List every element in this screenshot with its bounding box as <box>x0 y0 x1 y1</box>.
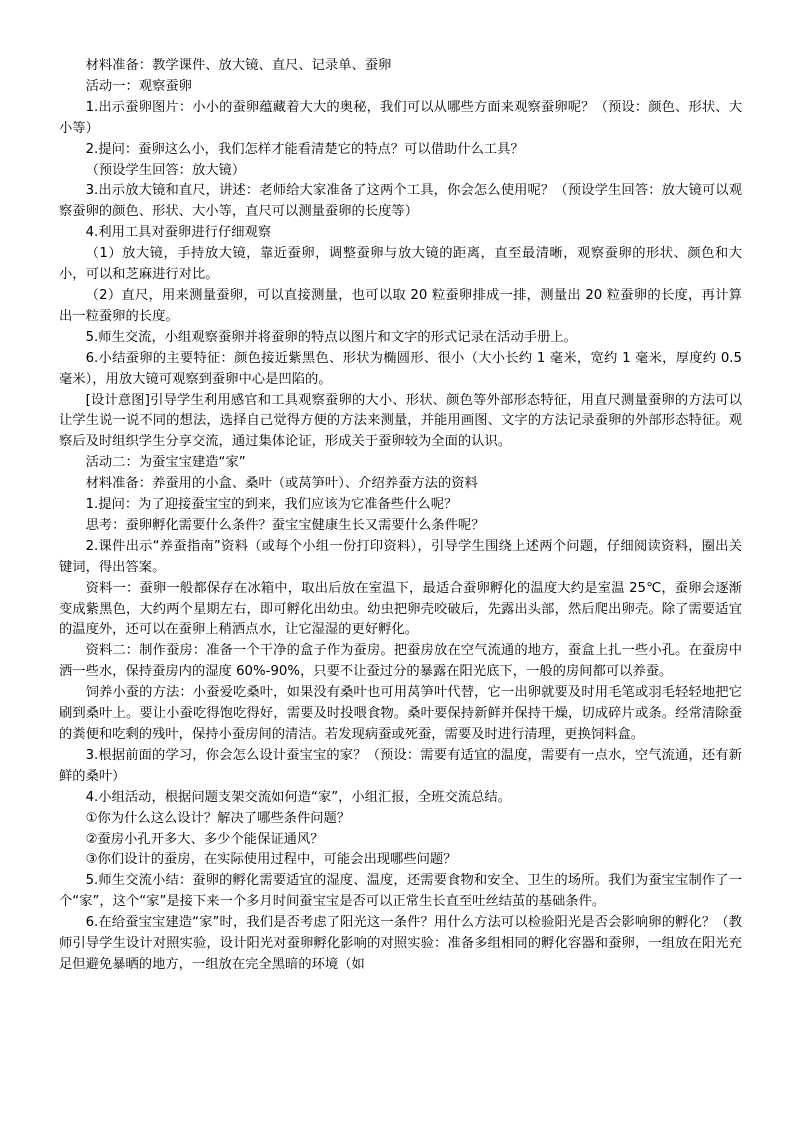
paragraph: 材料准备：养蚕用的小盒、桑叶（或莴笋叶）、介绍养蚕方法的资料 <box>85 476 478 492</box>
question-item: ①你为什么这么设计？解决了哪些条件问题？ <box>85 810 351 826</box>
question-item: ②蚕房小孔开多大、多少个能保证通风？ <box>85 831 324 847</box>
paragraph: 6.小结蚕卵的主要特征：颜色接近紫黑色、形状为椭圆形、很小（大小长约 1 毫米，宽约 1 毫米，厚度约 0.5 毫米），用放大镜可观察到蚕卵中心是凹陷的。 <box>59 350 742 387</box>
paragraph: （1）放大镜，手持放大镜，靠近蚕卵，调整蚕卵与放大镜的距离，直至最清晰，观察蚕卵的形状、颜色和大小，可以和芝麻进行对比。 <box>59 246 742 283</box>
paragraph: 5.师生交流小结：蚕卵的孵化需要适宜的湿度、温度，还需要食物和安全、卫生的场所。我们为蚕宝宝制作了一个“家”，这个“家”是接下来一个多月时间蚕宝宝是否可以正常生长直至吐丝结茧的基础条件。 <box>59 873 742 910</box>
paragraph: 1.出示蚕卵图片：小小的蚕卵蕴藏着大大的奥秘，我们可以从哪些方面来观察蚕卵呢？（预设：颜色、形状、大小等） <box>59 99 742 136</box>
document-page <box>59 56 742 976</box>
paragraph: 1.提问：为了迎接蚕宝宝的到来，我们应该为它准备些什么呢？ <box>85 497 458 513</box>
activity-one-heading: 活动一：观察蚕卵 <box>85 78 192 94</box>
design-intent-paragraph: [设计意图]引导学生利用感官和工具观察蚕卵的大小、形状、颜色等外部形态特征，用直尺测量蚕卵的方法可以让学生说一说不同的想法，选择自己觉得方便的方法来测量，并能用画图、文字的方法记录蚕卵的外部形态特征。观察后及时组织学生分享交流，通过集体论证，形成关于蚕卵较为全面的认识。 <box>59 392 742 450</box>
paragraph: 4.利用工具对蚕卵进行仔细观察 <box>85 225 272 241</box>
paragraph: 3.出示放大镜和直尺，讲述：老师给大家准备了这两个工具，你会怎么使用呢？（预设学生回答：放大镜可以观察蚕卵的颜色、形状、大小等，直尺可以测量蚕卵的长度等） <box>59 183 742 220</box>
feeding-method-paragraph: 饲养小蚕的方法：小蚕爱吃桑叶，如果没有桑叶也可用莴笋叶代替，它一出卵就要及时用毛笔或羽毛轻轻地把它刷到桑叶上。要让小蚕吃得饱吃得好，需要及时投喂食物。桑叶要保持新鲜并保持干燥，切成碎片或条。经常清除蚕的粪便和吃剩的残叶，保持小蚕房间的清洁。若发现病蚕或死蚕，需要及时进行清理，更换饲料盒。 <box>59 685 742 742</box>
resource-one-paragraph: 资料一：蚕卵一般都保存在冰箱中，取出后放在室温下，最适合蚕卵孵化的温度大约是室温 25℃，蚕卵会逐渐变成紫黑色，大约两个星期左右，即可孵化出幼虫。幼虫把卵壳咬破后，先露出头部，然后爬出卵壳。除了需要适宜的温度外，还可以在蚕卵上稍洒点水，让它湿湿的更好孵化。 <box>59 580 742 638</box>
paragraph: 3.根据前面的学习，你会怎么设计蚕宝宝的家？（预设：需要有适宜的温度，需要有一点水，空气流通，还有新鲜的桑叶） <box>59 747 742 784</box>
paragraph: 6.在给蚕宝宝建造“家”时，我们是否考虑了阳光这一条件？用什么方法可以检验阳光是否会影响卵的孵化？（教师引导学生设计对照实验，设计阳光对蚕卵孵化影响的对照实验：准备多组相同的孵化容器和蚕卵，一组放在阳光充足但避免暴晒的地方，一组放在完全黑暗的环境（如 <box>59 915 742 972</box>
paragraph: （2）直尺，用来测量蚕卵，可以直接测量，也可以取 20 粒蚕卵排成一排，测量出 20 粒蚕卵的长度，再计算出一粒蚕卵的长度。 <box>59 287 742 324</box>
paragraph: 思考：蚕卵孵化需要什么条件？蚕宝宝健康生长又需要什么条件呢？ <box>85 517 485 533</box>
paragraph: 4.小组活动，根据问题支架交流如何造“家”，小组汇报，全班交流总结。 <box>85 789 511 805</box>
activity-two-heading: 活动二：为蚕宝宝建造“家” <box>85 455 246 471</box>
paragraph: 2.提问：蚕卵这么小，我们怎样才能看清楚它的特点？可以借助什么工具？ <box>85 141 524 157</box>
paragraph: 5.师生交流，小组观察蚕卵并将蚕卵的特点以图片和文字的形式记录在活动手册上。 <box>85 329 577 345</box>
question-item: ③你们设计的蚕房，在实际使用过程中，可能会出现哪些问题？ <box>85 852 457 868</box>
materials-line: 材料准备：教学课件、放大镜、直尺、记录单、蚕卵 <box>85 58 392 73</box>
paragraph: 2.课件出示“养蚕指南”资料（或每个小组一份打印资料），引导学生围绕上述两个问题，仔细阅读资料，圈出关键词，得出答案。 <box>59 538 742 575</box>
resource-two-paragraph: 资料二：制作蚕房：准备一个干净的盒子作为蚕房。把蚕房放在空气流通的地方，蚕盒上扎一些小孔。在蚕房中洒一些水，保持蚕房内的湿度 60%-90%，只要不让蚕过分的暴露在阳光底下，一般的房间都可以养蚕。 <box>59 643 742 680</box>
paragraph: （预设学生回答：放大镜） <box>85 162 246 178</box>
